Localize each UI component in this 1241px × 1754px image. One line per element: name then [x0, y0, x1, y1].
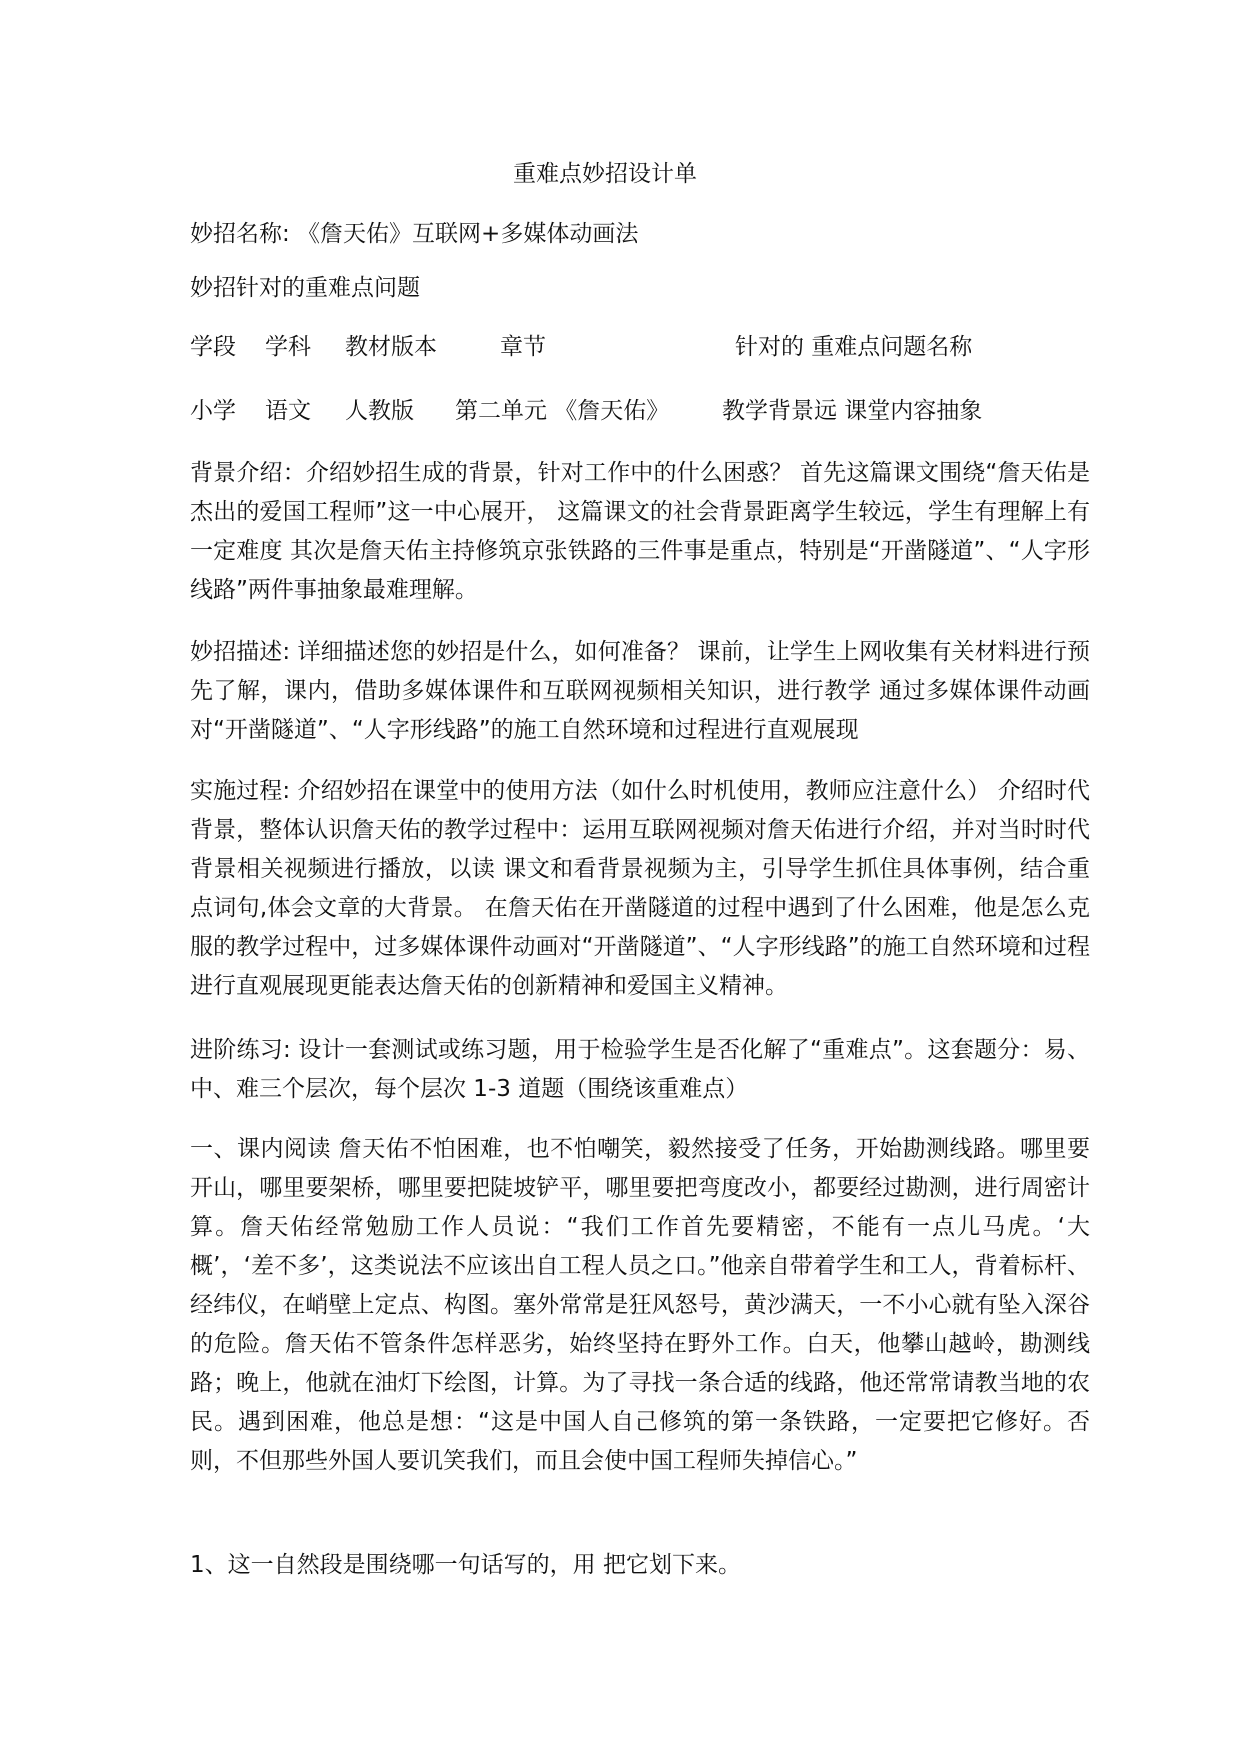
table-cell-chapter: 第二单元 《詹天佑》 [455, 398, 670, 424]
table-header-edition: 教材版本 [345, 334, 437, 360]
table-cell-stage: 小学 [190, 398, 236, 424]
table-cell-edition: 人教版 [345, 398, 414, 424]
table-cell-subject: 语文 [265, 398, 311, 424]
background-paragraph: 背景介绍：介绍妙招生成的背景，针对工作中的什么困惑？ 首先这篇课文围绕“詹天佑是杰出的爱国工程师”这一中心展开， 这篇课文的社会背景距离学生较远，学生有理解上有一定难度 其次是詹天佑主持修筑京张铁路的三件事是重点，特别是“开凿隧道”、“人字形线路”两件事抽象最难理解。 [190, 460, 1090, 603]
trick-name-line: 妙招名称: 《詹天佑》互联网+多媒体动画法 [190, 221, 639, 247]
process-paragraph: 实施过程: 介绍妙招在课堂中的使用方法（如什么时机使用，教师应注意什么） 介绍时代背景，整体认识詹天佑的教学过程中：运用互联网视频对詹天佑进行介绍，并对当时时代背景相关视频进行播放，以读 课文和看背景视频为主，引导学生抓住具体事例，结合重点词句,体会文章的大背景。 在詹天佑在开凿隧道的过程中遇到了什么困难，他是怎么克服的教学过程中，过多媒体课件动画对“开凿隧道”、“人字形线路”的施工自然环境和过程进行直观展现更能表达詹天佑的创新精神和爱国主义精神。 [190, 778, 1090, 999]
document-title: 重难点妙招设计单 [513, 161, 697, 187]
practice-paragraph: 进阶练习: 设计一套测试或练习题，用于检验学生是否化解了“重难点”。这套题分：易、中、难三个层次，每个层次 1-3 道题（围绕该重难点） [190, 1037, 1090, 1102]
problem-heading: 妙招针对的重难点问题 [190, 275, 420, 301]
table-header-stage: 学段 [190, 334, 236, 360]
table-header-chapter: 章节 [500, 334, 546, 360]
table-header-problem: 针对的 重难点问题名称 [735, 334, 973, 360]
question-1: 1、这一自然段是围绕哪一句话写的，用 把它划下来。 [190, 1552, 741, 1578]
table-cell-problem: 教学背景远 课堂内容抽象 [722, 398, 983, 424]
description-paragraph: 妙招描述: 详细描述您的妙招是什么，如何准备？ 课前，让学生上网收集有关材料进行预先了解，课内，借助多媒体课件和互联网视频相关知识，进行教学 通过多媒体课件动画对“开凿隧道”、“人字形线路”的施工自然环境和过程进行直观展现 [190, 639, 1090, 743]
reading-passage: 一、课内阅读 詹天佑不怕困难，也不怕嘲笑，毅然接受了任务，开始勘测线路。哪里要开山，哪里要架桥，哪里要把陡坡铲平，哪里要把弯度改小，都要经过勘测，进行周密计算。詹天佑经常勉励工作人员说：“我们工作首先要精密，不能有一点儿马虎。‘大概’，‘差不多’，这类说法不应该出自工程人员之口。”他亲自带着学生和工人，背着标杆、经纬仪，在峭壁上定点、构图。塞外常常是狂风怒号，黄沙满天，一不小心就有坠入深谷的危险。詹天佑不管条件怎样恶劣，始终坚持在野外工作。白天，他攀山越岭，勘测线路；晚上，他就在油灯下绘图，计算。为了寻找一条合适的线路，他还常常请教当地的农民。遇到困难，他总是想：“这是中国人自己修筑的第一条铁路，一定要把它修好。否则，不但那些外国人要讥笑我们，而且会使中国工程师失掉信心。” [190, 1136, 1090, 1474]
table-header-subject: 学科 [265, 334, 311, 360]
